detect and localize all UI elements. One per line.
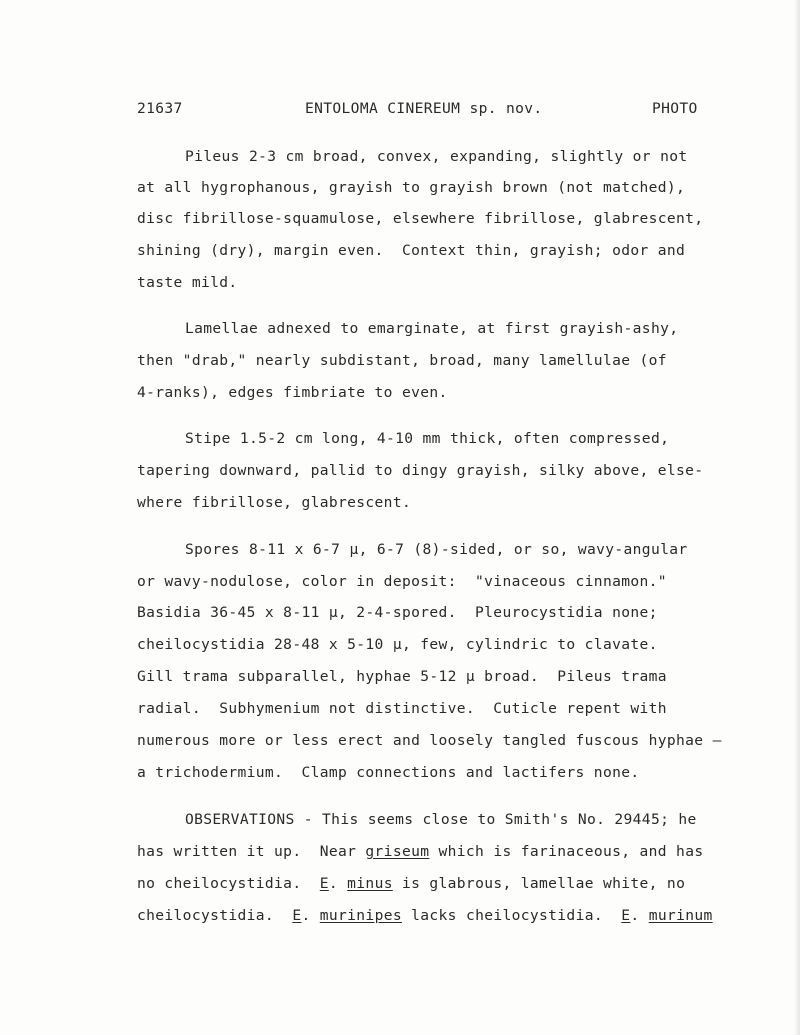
text-line: Gill trama subparallel, hyphae 5-12 µ broad. Pileus trama bbox=[137, 668, 667, 685]
text-line: where fibrillose, glabrescent. bbox=[137, 494, 412, 511]
genus-abbrev: E bbox=[292, 907, 302, 924]
photo-tag: PHOTO bbox=[652, 100, 698, 117]
taxon-name: griseum bbox=[365, 843, 430, 860]
text-line: radial. Subhymenium not distinctive. Cuticle repent with bbox=[137, 700, 667, 717]
text-line: at all hygrophanous, grayish to grayish brown (not matched), bbox=[137, 179, 686, 196]
taxon-name: murinum bbox=[648, 907, 713, 924]
text-line: Basidia 36-45 x 8-11 µ, 2-4-spored. Pleurocystidia none; bbox=[137, 604, 658, 621]
text-line: taste mild. bbox=[137, 274, 238, 291]
text-line: disc fibrillose-squamulose, elsewhere fibrillose, glabrescent, bbox=[137, 210, 704, 227]
page-title: ENTOLOMA CINEREUM sp. nov. bbox=[305, 100, 543, 117]
taxon-name: minus bbox=[347, 875, 393, 892]
observations-line: has written it up. Near griseum which is farinaceous, and has bbox=[137, 843, 704, 860]
page-edge-shadow bbox=[794, 0, 800, 1035]
genus-abbrev: E bbox=[621, 907, 631, 924]
text-line: then "drab," nearly subdistant, broad, many lamellulae (of bbox=[137, 352, 667, 369]
text-line: cheilocystidia 28-48 x 5-10 µ, few, cylindric to clavate. bbox=[137, 636, 658, 653]
text-line: Lamellae adnexed to emarginate, at first grayish-ashy, bbox=[185, 320, 679, 337]
text-line: Pileus 2-3 cm broad, convex, expanding, slightly or not bbox=[185, 148, 688, 165]
observations-line: no cheilocystidia. E. minus is glabrous, lamellae white, no bbox=[137, 875, 686, 892]
text-line: or wavy-nodulose, color in deposit: "vinaceous cinnamon." bbox=[137, 573, 667, 590]
text-line: Stipe 1.5-2 cm long, 4-10 mm thick, often compressed, bbox=[185, 430, 670, 447]
text-line: shining (dry), margin even. Context thin, grayish; odor and bbox=[137, 242, 686, 259]
text-line: a trichodermium. Clamp connections and lactifers none. bbox=[137, 764, 640, 781]
text-line: numerous more or less erect and loosely tangled fuscous hyphae — bbox=[137, 732, 722, 749]
text-line: 4-ranks), edges fimbriate to even. bbox=[137, 384, 448, 401]
taxon-name: murinipes bbox=[319, 907, 402, 924]
specimen-number: 21637 bbox=[137, 100, 183, 117]
genus-abbrev: E bbox=[319, 875, 329, 892]
text-line: Spores 8-11 x 6-7 µ, 6-7 (8)-sided, or so, wavy-angular bbox=[185, 541, 688, 558]
text-line: tapering downward, pallid to dingy grayish, silky above, else- bbox=[137, 462, 704, 479]
observations-line: OBSERVATIONS - This seems close to Smith's No. 29445; he bbox=[185, 811, 697, 828]
observations-line: cheilocystidia. E. murinipes lacks cheilocystidia. E. murinum bbox=[137, 907, 713, 924]
